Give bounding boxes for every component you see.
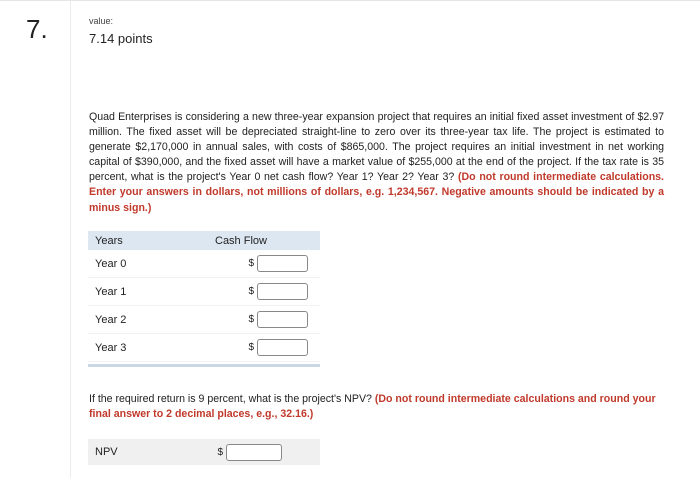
problem-instruction: (Do not round intermediate calculations. Enter your answers in dollars, not millions of dollars, e.g. 1,234,567. Negative amounts should be indicated by a minus sign.) bbox=[89, 171, 665, 214]
currency-symbol: $ bbox=[248, 342, 254, 353]
npv-question bbox=[89, 392, 669, 422]
problem-statement bbox=[89, 110, 664, 216]
header-cash-flow: Cash Flow bbox=[215, 234, 267, 247]
npv-input[interactable] bbox=[226, 444, 282, 461]
table-row-year-1 bbox=[88, 278, 320, 306]
year-label: Year 1 bbox=[95, 285, 127, 298]
npv-row bbox=[88, 439, 320, 465]
currency-symbol: $ bbox=[248, 258, 254, 269]
value-label: value: bbox=[89, 16, 114, 26]
npv-question-instruction: (Do not round intermediate calculations and round your final answer to 2 decimal places, e.g., 32.16.) bbox=[89, 393, 656, 421]
cash-flow-input-year-1[interactable] bbox=[257, 283, 308, 300]
year-label: Year 3 bbox=[95, 341, 127, 354]
npv-label: NPV bbox=[95, 446, 118, 458]
currency-symbol: $ bbox=[248, 286, 254, 297]
table-row-year-2 bbox=[88, 306, 320, 334]
side-divider bbox=[70, 0, 71, 478]
cash-flow-table bbox=[88, 231, 320, 367]
table-row-year-3 bbox=[88, 334, 320, 362]
question-number: 7. bbox=[26, 14, 48, 44]
currency-symbol: $ bbox=[248, 314, 254, 325]
table-header bbox=[88, 231, 320, 250]
header-years: Years bbox=[95, 234, 123, 247]
year-label: Year 2 bbox=[95, 313, 127, 326]
problem-text: Quad Enterprises is considering a new three-year expansion project that requires an initial fixed asset investment of $2.97 million. The fixed asset will be depreciated straight-line to zero over its three-year tax life. The project is estimated to generate $2,170,000 in annual sales, with costs of $865,000. The project requires an initial investment in net working capital of $390,000, and the fixed asset will have a market value of $255,000 at the end of the project. If the tax rate is 35 percent, what is the project's Year 0 net cash flow? Year 1? Year 2? Year 3? bbox=[89, 111, 664, 184]
table-bottom-border bbox=[88, 364, 320, 367]
currency-symbol: $ bbox=[217, 446, 223, 458]
top-divider bbox=[0, 0, 700, 1]
cash-flow-input-year-3[interactable] bbox=[257, 339, 308, 356]
npv-question-text: If the required return is 9 percent, what is the project's NPV? bbox=[89, 393, 375, 405]
cash-flow-input-year-2[interactable] bbox=[257, 311, 308, 328]
cash-flow-input-year-0[interactable] bbox=[257, 255, 308, 272]
year-label: Year 0 bbox=[95, 257, 127, 270]
table-row-year-0 bbox=[88, 250, 320, 278]
question-points: 7.14 points bbox=[89, 31, 153, 46]
